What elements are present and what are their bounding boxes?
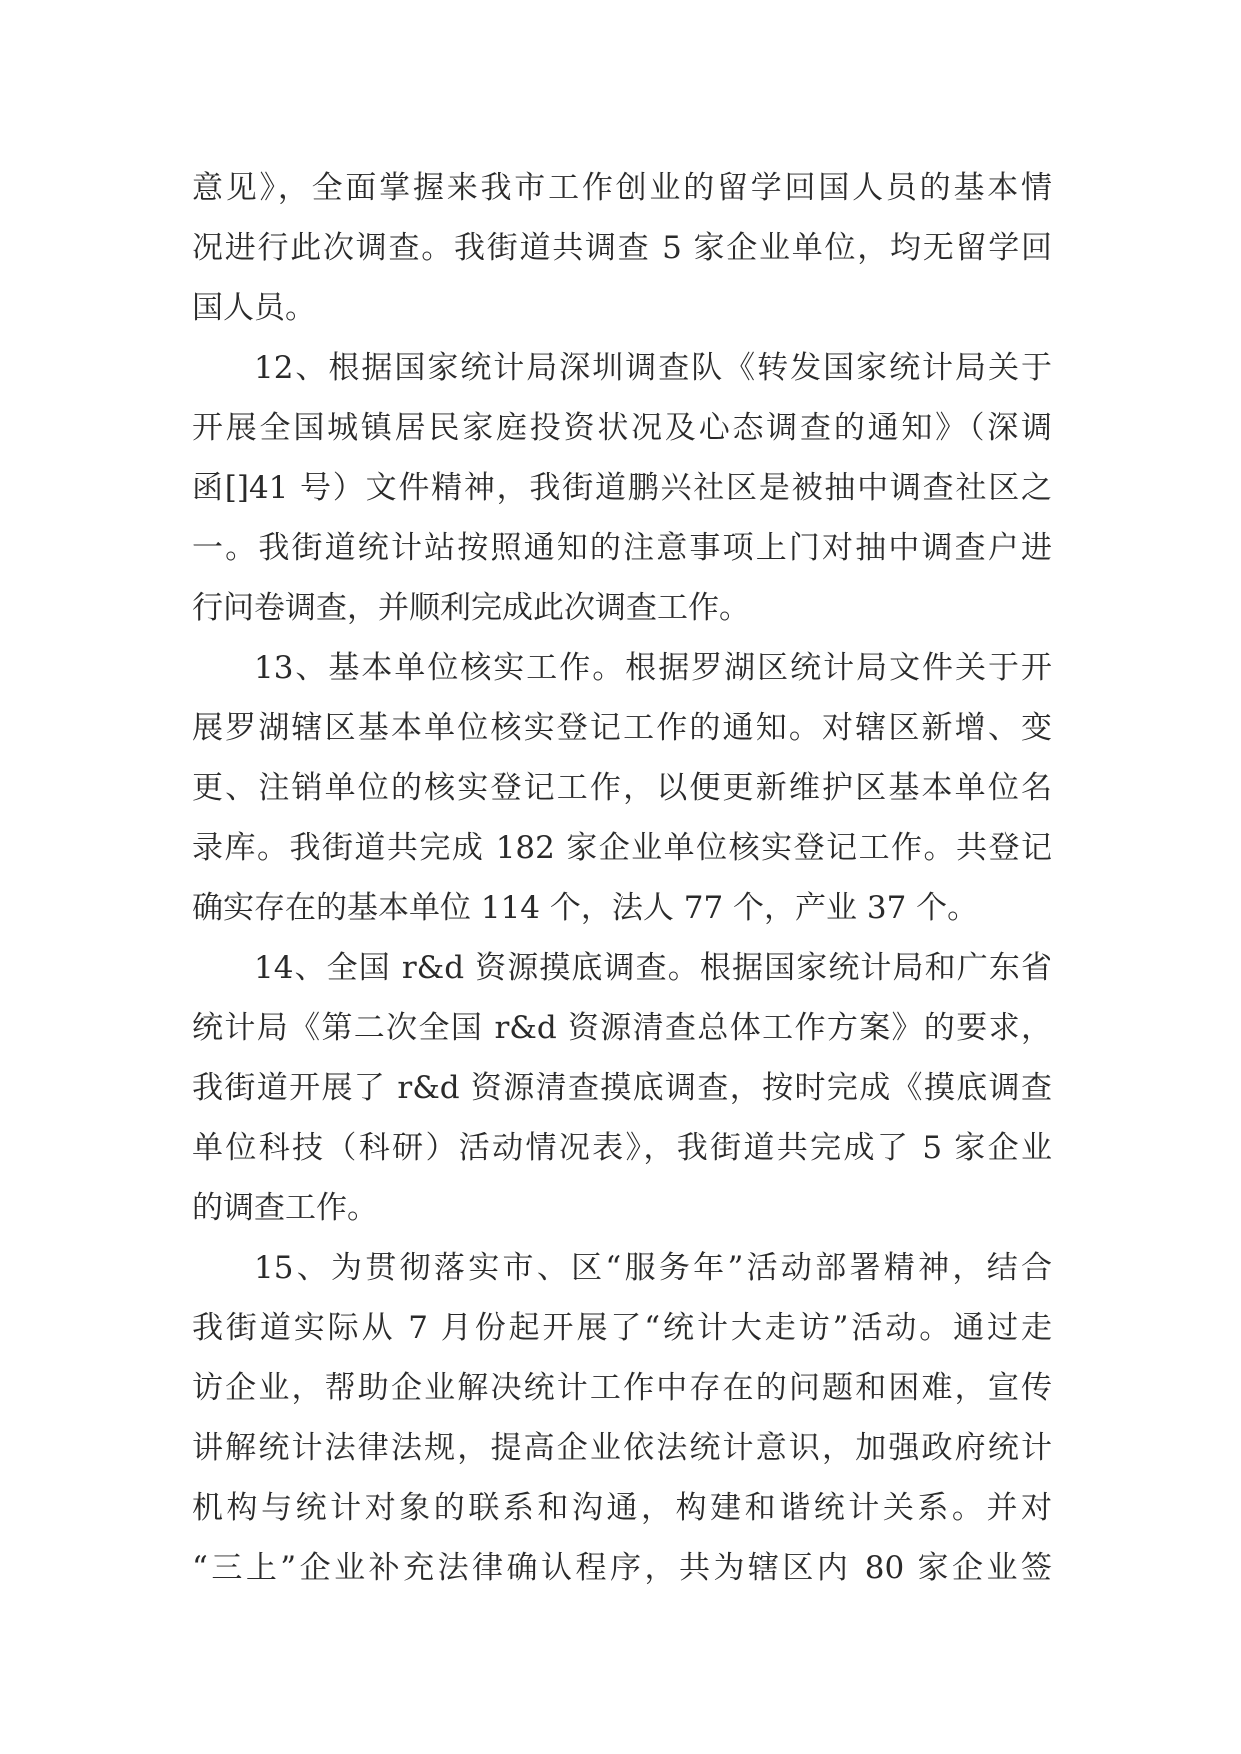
text-line: 讲解统计法律法规，提高企业依法统计意识，加强政府统计: [192, 1430, 1052, 1466]
text-line: 录库。我街道共完成 182 家企业单位核实登记工作。共登记: [192, 830, 1052, 866]
text-line: 14、全国 r&d 资源摸底调查。根据国家统计局和广东省: [254, 950, 1052, 986]
text-line: “三上”企业补充法律确认程序，共为辖区内 80 家企业签: [192, 1550, 1052, 1586]
text-line: 13、基本单位核实工作。根据罗湖区统计局文件关于开: [254, 650, 1052, 686]
text-line: 行问卷调查，并顺利完成此次调查工作。: [192, 590, 750, 626]
text-line: 机构与统计对象的联系和沟通，构建和谐统计关系。并对: [192, 1490, 1052, 1526]
text-line: 的调查工作。: [192, 1190, 378, 1226]
text-line: 况进行此次调查。我街道共调查 5 家企业单位，均无留学回: [192, 230, 1052, 266]
text-line: 国人员。: [192, 290, 316, 326]
text-line: 15、为贯彻落实市、区“服务年”活动部署精神，结合: [254, 1250, 1052, 1286]
text-line: 统计局《第二次全国 r&d 资源清查总体工作方案》的要求，: [192, 1010, 1052, 1046]
text-line: 开展全国城镇居民家庭投资状况及心态调查的通知》（深调: [192, 410, 1052, 446]
text-line: 确实存在的基本单位 114 个，法人 77 个，产业 37 个。: [192, 890, 979, 926]
text-line: 意见》，全面掌握来我市工作创业的留学回国人员的基本情: [192, 170, 1052, 206]
text-line: 访企业，帮助企业解决统计工作中存在的问题和困难，宣传: [192, 1370, 1052, 1406]
text-line: 我街道实际从 7 月份起开展了“统计大走访”活动。通过走: [192, 1310, 1052, 1346]
text-line: 更、注销单位的核实登记工作，以便更新维护区基本单位名: [192, 770, 1052, 806]
text-line: 12、根据国家统计局深圳调查队《转发国家统计局关于: [254, 350, 1052, 386]
text-line: 单位科技（科研）活动情况表》，我街道共完成了 5 家企业: [192, 1130, 1052, 1166]
document-body: [192, 158, 1052, 1598]
text-line: 我街道开展了 r&d 资源清查摸底调查，按时完成《摸底调查: [192, 1070, 1052, 1106]
text-line: 展罗湖辖区基本单位核实登记工作的通知。对辖区新增、变: [192, 710, 1052, 746]
text-line: 一。我街道统计站按照通知的注意事项上门对抽中调查户进: [192, 530, 1052, 566]
text-line: 函[]41 号）文件精神，我街道鹏兴社区是被抽中调查社区之: [192, 470, 1052, 506]
